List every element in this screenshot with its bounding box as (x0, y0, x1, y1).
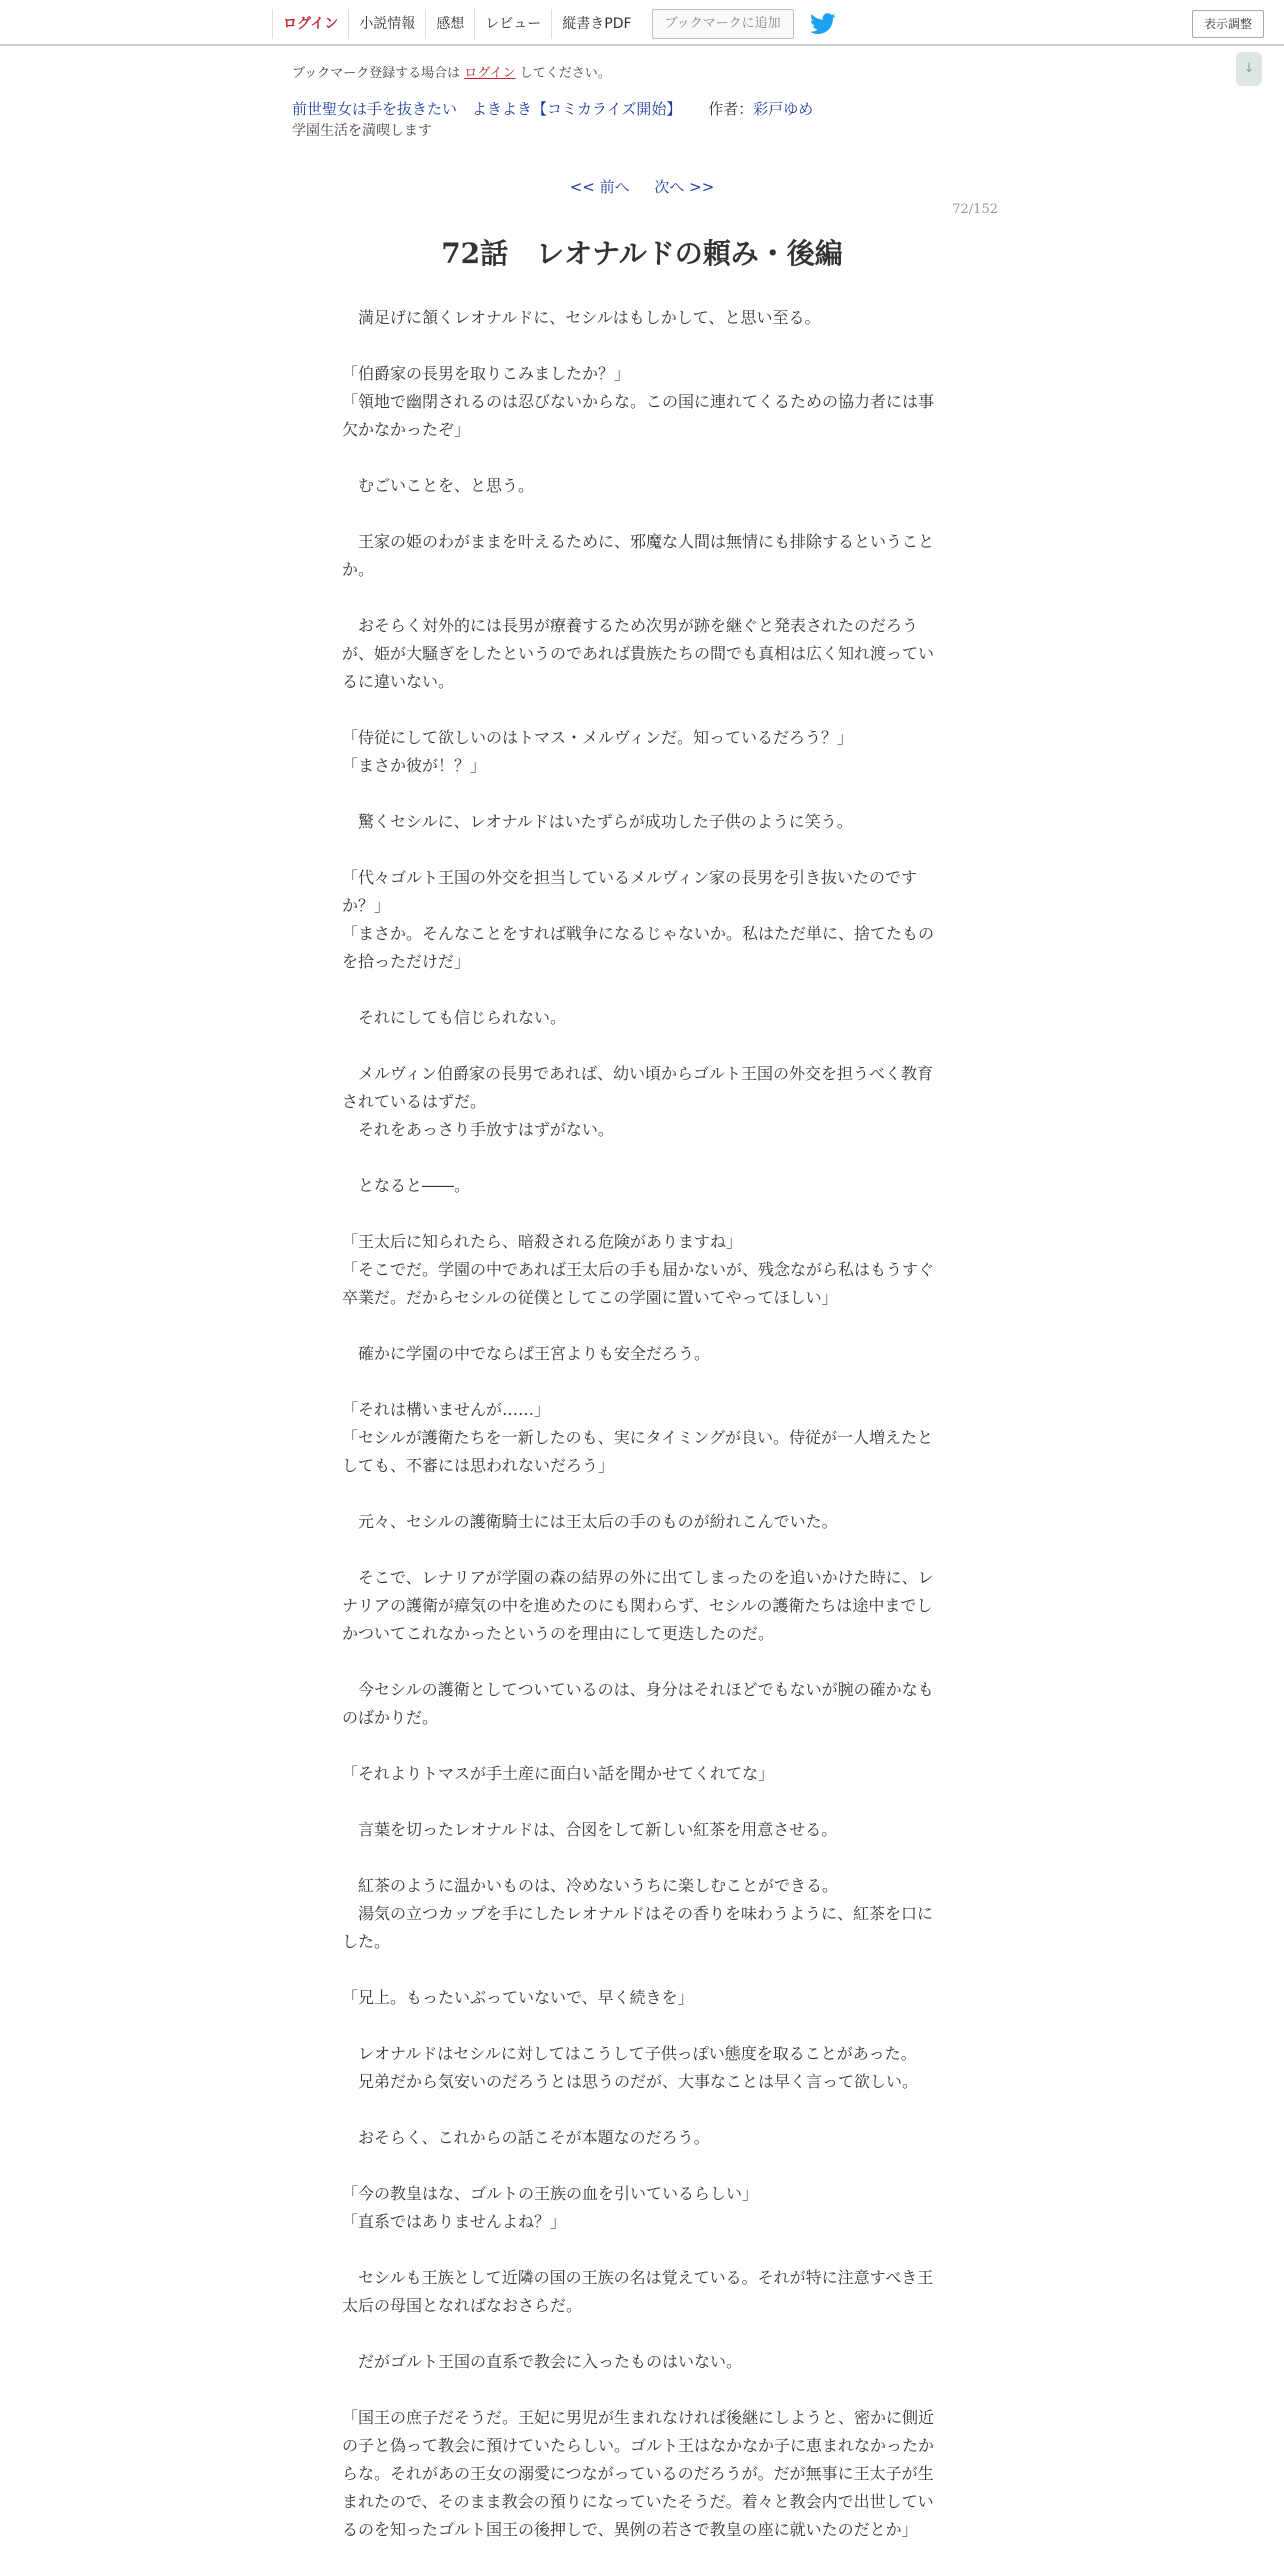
login-note-prefix: ブックマーク登録する場合は (292, 66, 461, 81)
body-paragraph: 確かに学園の中でならば王宮よりも安全だろう。 (342, 1344, 711, 1363)
chapter-pager (0, 176, 1284, 197)
blank-line (342, 500, 936, 528)
blank-line (342, 2096, 936, 2124)
blank-line (342, 976, 936, 1004)
blank-line (342, 1200, 936, 1228)
main-nav (272, 8, 836, 40)
scroll-down-tab[interactable]: ↓ (1236, 52, 1262, 86)
nav-novel-info[interactable]: 小説情報 (348, 9, 425, 39)
body-paragraph: 兄弟だから気安いのだろうとは思うのだが、大事なことは早く言って欲しい。 (342, 2072, 919, 2091)
blank-line (342, 584, 936, 612)
body-paragraph: だがゴルト王国の直系で教会に入ったものはいない。 (342, 2352, 743, 2371)
blank-line (342, 1956, 936, 1984)
blank-line (342, 1536, 936, 1564)
body-paragraph: となると――。 (342, 1176, 471, 1195)
display-settings-button[interactable]: 表示調整 (1192, 10, 1264, 38)
blank-line (342, 1844, 936, 1872)
blank-line (342, 1312, 936, 1340)
nav-impressions[interactable]: 感想 (425, 9, 474, 39)
next-chapter-link[interactable]: 次へ >> (654, 178, 715, 196)
bookmark-login-note (292, 62, 611, 81)
body-paragraph: 「まさか。そんなことをすれば戦争になるじゃないか。私はただ単に、捨てたものを拾っただけだ」 (342, 924, 935, 971)
body-paragraph: 「領地で幽閉されるのは忍びないからな。この国に連れてくるための協力者には事欠かなかったぞ」 (342, 392, 935, 439)
blank-line (342, 2236, 936, 2264)
blank-line (342, 696, 936, 724)
series-title-link[interactable]: 前世聖女は手を抜きたい よきよき【コミカライズ開始】 (292, 100, 682, 118)
body-paragraph: 今セシルの護衛としてついているのは、身分はそれほどでもないが腕の確かなものばかりだ。 (342, 1680, 934, 1727)
body-paragraph: 驚くセシルに、レオナルドはいたずらが成功した子供のように笑う。 (342, 812, 853, 831)
body-paragraph: 「王太后に知られたら、暗殺される危険がありますね」 (342, 1232, 743, 1251)
series-info (292, 98, 813, 119)
blank-line (342, 1788, 936, 1816)
body-paragraph: 「それよりトマスが手土産に面白い話を聞かせてくれてな」 (342, 1764, 775, 1783)
body-paragraph: 「今の教皇はな、ゴルトの王族の血を引いているらしい」 (342, 2184, 759, 2203)
body-paragraph: 「セシルが護衛たちを一新したのも、実にタイミングが良い。侍従が一人増えたとしても、不審には思われないだろう」 (342, 1428, 933, 1475)
blank-line (342, 1368, 936, 1396)
author-link[interactable]: 彩戸ゆめ (753, 100, 814, 118)
body-paragraph: そこで、レナリアが学園の森の結界の外に出てしまったのを追いかけた時に、レナリアの護衛が瘴気の中を進めたのにも関わらず、セシルの護衛たちは途中までしかついてこれなかったというのを理由にして更迭したのだ。 (342, 1568, 934, 1643)
blank-line (342, 1648, 936, 1676)
chapter-body (342, 304, 936, 2544)
blank-line (342, 2376, 936, 2404)
chapter-subtitle: 学園生活を満喫します (292, 123, 432, 139)
body-paragraph: それにしても信じられない。 (342, 1008, 567, 1027)
body-paragraph: レオナルドはセシルに対してはこうして子供っぽい態度を取ることがあった。 (342, 2044, 917, 2063)
chapter-count: 72/152 (952, 202, 998, 217)
nav-review[interactable]: レビュー (474, 9, 551, 39)
body-paragraph: むごいことを、と思う。 (342, 476, 535, 495)
blank-line (342, 2320, 936, 2348)
body-paragraph: 「それは構いませんが……」 (342, 1400, 551, 1419)
body-paragraph: 紅茶のように温かいものは、冷めないうちに楽しむことができる。 (342, 1876, 839, 1895)
nav-vertical-pdf[interactable]: 縦書きPDF (551, 9, 641, 39)
twitter-bird-icon (810, 13, 836, 35)
body-paragraph: 「国王の庶子だそうだ。王妃に男児が生まれなければ後継にしようと、密かに側近の子と偽って教会に預けていたらしい。ゴルト王はなかなか子に恵まれなかったからな。それがあの王女の溺愛につながっているのだろうが。だが無事に王太子が生まれたので、そのまま教会の預りになっていたそうだ。着々と教会内で出世しているのを知ったゴルト国王の後押しで、異例の若さで教皇の座に就いたのだとか」 (342, 2408, 935, 2539)
blank-line (342, 1732, 936, 1760)
blank-line (342, 1144, 936, 1172)
body-paragraph: 「代々ゴルト王国の外交を担当しているメルヴィン家の長男を引き抜いたのですか？」 (342, 868, 918, 915)
blank-line (342, 2012, 936, 2040)
prev-chapter-link[interactable]: << 前へ (569, 178, 630, 196)
body-paragraph: 「まさか彼が！？」 (342, 756, 487, 775)
body-paragraph: 「そこでだ。学園の中であれば王太后の手も届かないが、残念ながら私はもうすぐ卒業だ。だからセシルの従僕としてこの学園に置いてやってほしい」 (342, 1260, 935, 1307)
author-label: 作者： (708, 100, 754, 118)
blank-line (342, 444, 936, 472)
body-paragraph: 王家の姫のわがままを叶えるために、邪魔な人間は無情にも排除するということか。 (342, 532, 935, 579)
login-note-link[interactable]: ログイン (464, 66, 516, 81)
body-paragraph: おそらく対外的には長男が療養するため次男が跡を継ぐと発表されたのだろうが、姫が大騒ぎをしたというのであれば貴族たちの間でも真相は広く知れ渡っているに違いない。 (342, 616, 935, 691)
blank-line (342, 1480, 936, 1508)
blank-line (342, 1032, 936, 1060)
blank-line (342, 836, 936, 864)
body-paragraph: 満足げに頷くレオナルドに、セシルはもしかして、と思い至る。 (342, 308, 821, 327)
chapter-title: 72話 レオナルドの頼み・後編 (441, 237, 843, 270)
twitter-share-button[interactable] (810, 13, 836, 35)
body-paragraph: セシルも王族として近隣の国の王族の名は覚えている。それが特に注意すべき王太后の母国となればなおさらだ。 (342, 2268, 934, 2315)
body-paragraph: 湯気の立つカップを手にしたレオナルドはその香りを味わうように、紅茶を口にした。 (342, 1904, 934, 1951)
top-navigation-bar (0, 0, 1284, 46)
body-paragraph: 言葉を切ったレオナルドは、合図をして新しい紅茶を用意させる。 (342, 1820, 838, 1839)
body-paragraph: 「伯爵家の長男を取りこみましたか？」 (342, 364, 631, 383)
body-paragraph: おそらく、これからの話こそが本題なのだろう。 (342, 2128, 710, 2147)
blank-line (342, 780, 936, 808)
body-paragraph: 「兄上。もったいぶっていないで、早く続きを」 (342, 1988, 694, 2007)
body-paragraph: メルヴィン伯爵家の長男であれば、幼い頃からゴルト王国の外交を担うべく教育されているはずだ。 (342, 1064, 934, 1111)
blank-line (342, 332, 936, 360)
body-paragraph: それをあっさり手放すはずがない。 (342, 1120, 614, 1139)
body-paragraph: 「侍従にして欲しいのはトマス・メルヴィンだ。知っているだろう？」 (342, 728, 854, 747)
add-bookmark-button[interactable]: ブックマークに追加 (652, 9, 794, 39)
body-paragraph: 「直系ではありませんよね？」 (342, 2212, 567, 2231)
blank-line (342, 2152, 936, 2180)
nav-login[interactable]: ログイン (272, 9, 348, 39)
body-paragraph: 元々、セシルの護衛騎士には王太后の手のものが紛れこんでいた。 (342, 1512, 838, 1531)
login-note-suffix: してください。 (519, 66, 611, 81)
